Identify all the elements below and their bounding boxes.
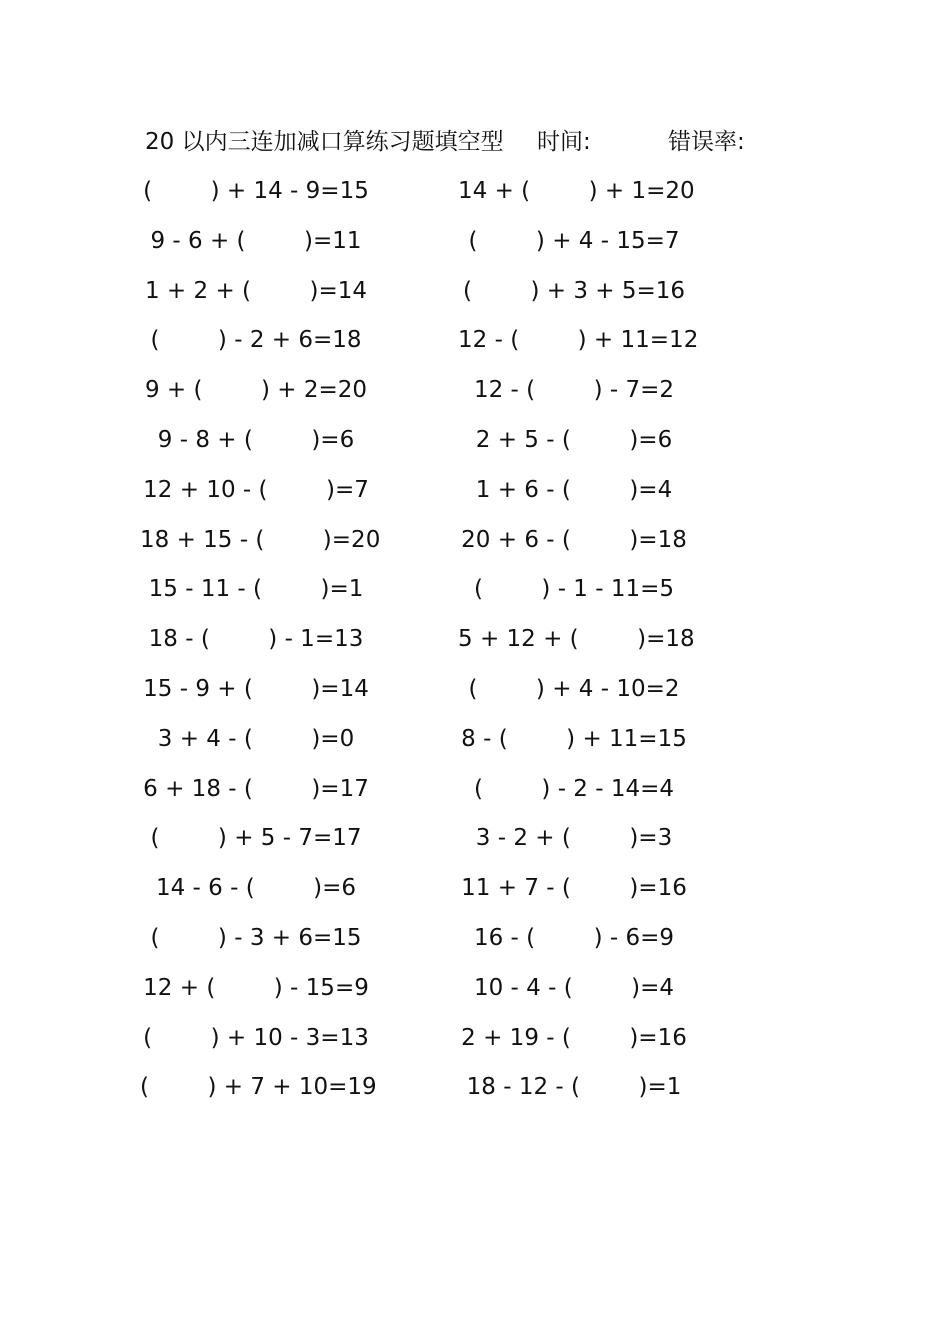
problem-left: 15 - 11 - ( )=1 [148, 576, 364, 603]
problem-left: 1 + 2 + ( )=14 [144, 277, 368, 304]
problem-row [0, 619, 950, 669]
problem-row [0, 968, 950, 1018]
worksheet-header [0, 124, 950, 160]
problem-row [0, 1018, 950, 1068]
problem-left: 18 - ( ) - 1=13 [148, 626, 364, 653]
problem-right: 12 - ( ) + 11=12 [458, 327, 699, 354]
problem-row [0, 370, 950, 420]
problem-right: 3 - 2 + ( )=3 [475, 825, 673, 852]
problem-left: 6 + 18 - ( )=17 [143, 775, 369, 802]
problem-left: ( ) + 5 - 7=17 [150, 825, 362, 852]
problem-row [0, 520, 950, 570]
problem-left: 12 + ( ) - 15=9 [143, 974, 369, 1001]
problem-right: 12 - ( ) - 7=2 [473, 377, 675, 404]
problem-right: 18 - 12 - ( )=1 [466, 1074, 682, 1101]
problem-right: ( ) + 4 - 15=7 [468, 227, 680, 254]
problem-row [0, 818, 950, 868]
problem-left: 18 + 15 - ( )=20 [140, 526, 381, 553]
problem-left: ( ) - 3 + 6=15 [150, 924, 362, 951]
problem-left: ( ) + 14 - 9=15 [143, 178, 369, 204]
problem-row [0, 271, 950, 321]
problem-right: 14 + ( ) + 1=20 [458, 178, 695, 204]
problem-left: 3 + 4 - ( )=0 [157, 725, 355, 752]
problem-right: 20 + 6 - ( )=18 [461, 526, 687, 553]
problem-right: 16 - ( ) - 6=9 [473, 924, 675, 951]
worksheet-title: 20 以内三连加减口算练习题填空型 [145, 129, 504, 155]
problem-left: 14 - 6 - ( )=6 [155, 875, 357, 902]
problem-left: 15 - 9 + ( )=14 [143, 675, 369, 702]
problem-row [0, 769, 950, 819]
problem-row [0, 171, 950, 221]
problem-row [0, 719, 950, 769]
problem-right: 10 - 4 - ( )=4 [473, 974, 675, 1001]
problem-left: 9 + ( ) + 2=20 [144, 377, 368, 404]
problem-row [0, 320, 950, 370]
problem-row [0, 868, 950, 918]
time-label: 时间: [537, 129, 591, 155]
problem-right: 11 + 7 - ( )=16 [461, 875, 687, 902]
problem-right: 1 + 6 - ( )=4 [475, 476, 673, 503]
problem-left: 9 - 6 + ( )=11 [150, 227, 362, 254]
problem-right: 8 - ( ) + 11=15 [461, 725, 687, 752]
problem-list [0, 171, 950, 1117]
problem-row [0, 569, 950, 619]
problem-left: 9 - 8 + ( )=6 [157, 426, 355, 453]
problem-row [0, 1067, 950, 1117]
problem-row [0, 669, 950, 719]
problem-left: 12 + 10 - ( )=7 [143, 476, 369, 503]
error-rate-label: 错误率: [668, 129, 745, 155]
problem-right: 2 + 5 - ( )=6 [475, 426, 673, 453]
problem-right: 5 + 12 + ( )=18 [458, 626, 695, 653]
problem-row [0, 470, 950, 520]
problem-row [0, 420, 950, 470]
problem-row [0, 221, 950, 271]
problem-right: ( ) - 2 - 14=4 [473, 775, 675, 802]
problem-right: 2 + 19 - ( )=16 [461, 1024, 687, 1051]
problem-left: ( ) + 10 - 3=13 [143, 1024, 369, 1051]
problem-row [0, 918, 950, 968]
problem-right: ( ) - 1 - 11=5 [473, 576, 675, 603]
problem-right: ( ) + 3 + 5=16 [462, 277, 686, 304]
problem-left: ( ) - 2 + 6=18 [150, 327, 362, 354]
problem-right: ( ) + 4 - 10=2 [468, 675, 680, 702]
problem-left: ( ) + 7 + 10=19 [140, 1074, 377, 1101]
